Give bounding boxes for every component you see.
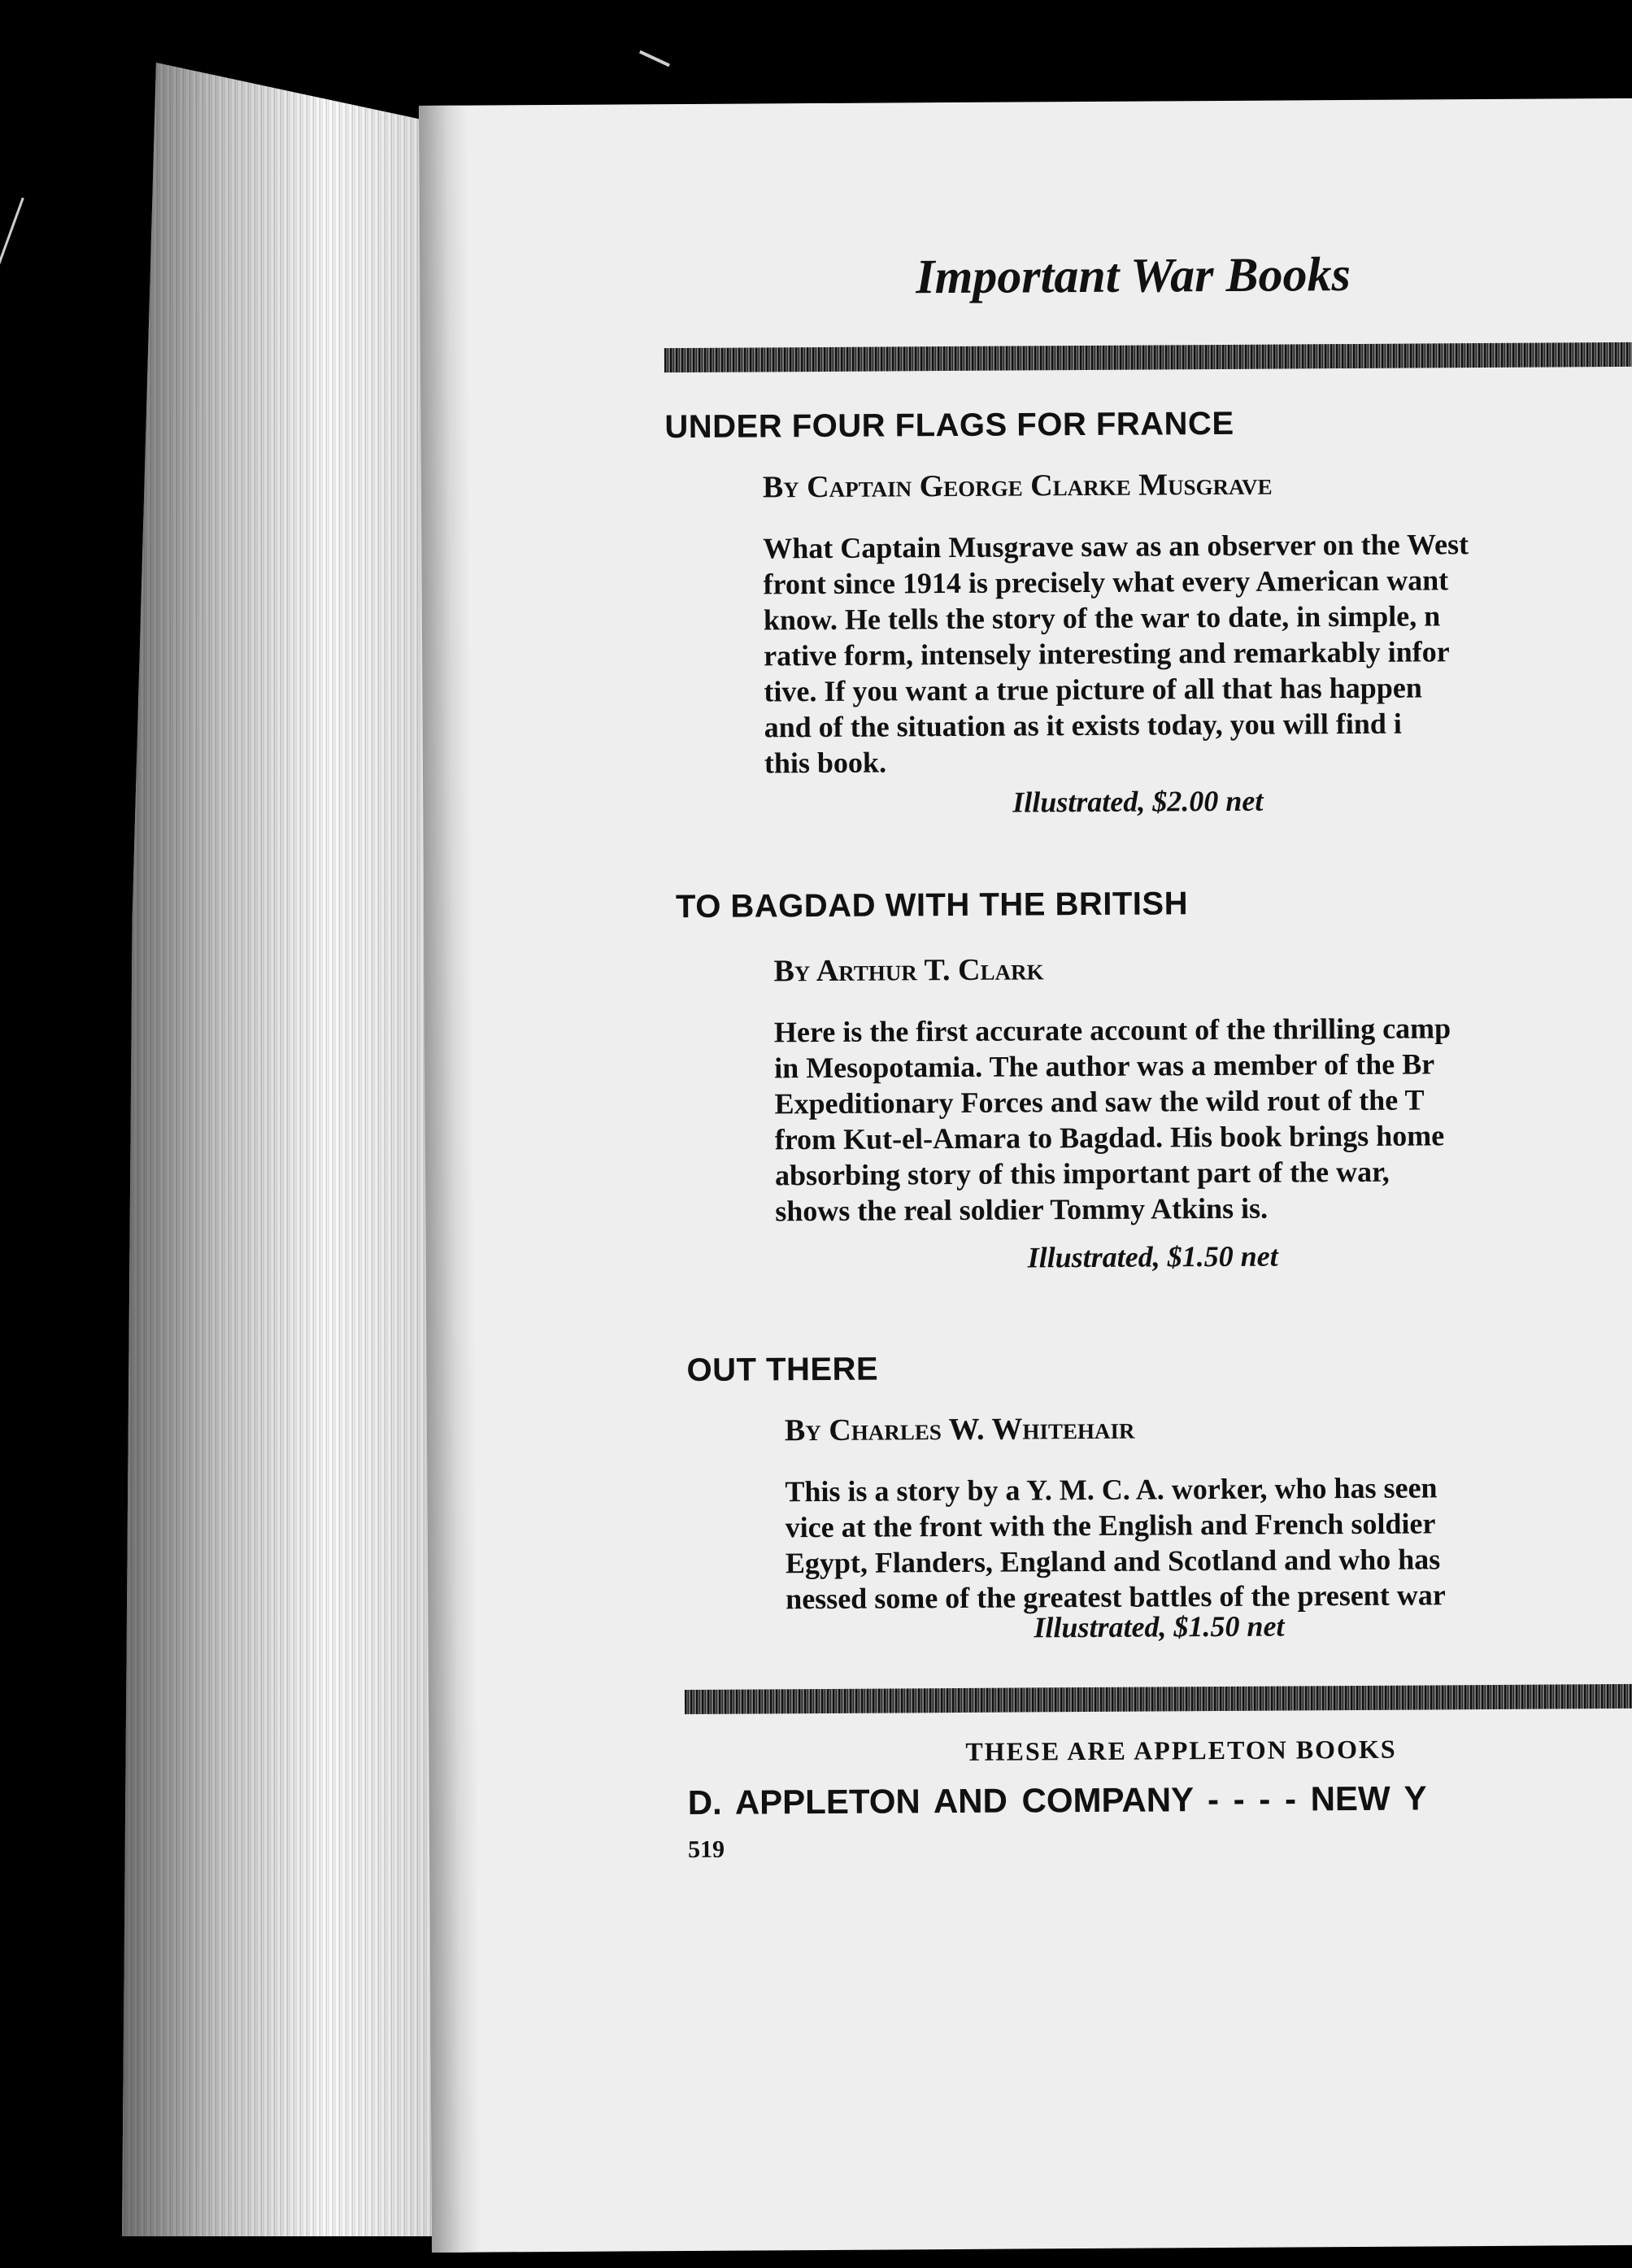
description-line: Expeditionary Forces and saw the wild rout of the T <box>774 1083 1425 1121</box>
film-scratch <box>639 50 670 67</box>
description-line: know. He tells the story of the war to date, in simple, n <box>763 599 1441 637</box>
description-line: this book. <box>764 746 887 780</box>
book-price: Illustrated, $1.50 net <box>1027 1239 1278 1274</box>
book-price: Illustrated, $1.50 net <box>1034 1609 1285 1644</box>
book-title: UNDER FOUR FLAGS FOR FRANCE <box>664 405 1234 446</box>
bottom-decorative-rule <box>685 1683 1632 1714</box>
book-author: By Charles W. Whitehair <box>784 1411 1135 1448</box>
page-title: Important War Books <box>916 247 1351 304</box>
book-price: Illustrated, $2.00 net <box>1012 784 1264 819</box>
book-description <box>785 1469 1632 1617</box>
description-line: from Kut-el-Amara to Bagdad. His book brings home <box>774 1119 1445 1156</box>
book-title: OUT THERE <box>686 1351 879 1389</box>
description-line: nessed some of the greatest battles of the present war <box>786 1578 1446 1616</box>
description-line: tive. If you want a true picture of all that has happen <box>764 671 1422 708</box>
description-line: shows the real soldier Tommy Atkins is. <box>775 1191 1269 1228</box>
description-line: What Captain Musgrave saw as an observer on the West <box>763 528 1469 565</box>
description-line: in Mesopotamia. The author was a member of the Br <box>774 1047 1435 1085</box>
book-page <box>419 98 1632 2253</box>
description-line: vice at the front with the English and French soldier <box>785 1507 1436 1544</box>
description-line: front since 1914 is precisely what every American want <box>763 564 1449 601</box>
book-title: TO BAGDAD WITH THE BRITISH <box>675 886 1189 925</box>
description-line: This is a story by a Y. M. C. A. worker, who has seen <box>785 1471 1438 1508</box>
top-decorative-rule <box>664 342 1632 372</box>
description-line: rative form, intensely interesting and remarkably infor <box>764 635 1450 673</box>
publisher-line: D. APPLETON AND COMPANY - - - - NEW Y <box>687 1778 1427 1822</box>
page-number: 519 <box>688 1835 725 1864</box>
description-line: Here is the first accurate account of the thrilling camp <box>773 1012 1451 1049</box>
description-line: and of the situation as it exists today, you will find i <box>764 707 1402 744</box>
page-block-shadow <box>122 41 463 2236</box>
book-description <box>763 525 1632 781</box>
description-line: Egypt, Flanders, England and Scotland and who has <box>785 1543 1441 1580</box>
book-author: By Captain George Clarke Musgrave <box>762 467 1273 505</box>
footer-tagline: THESE ARE APPLETON BOOKS <box>965 1734 1397 1766</box>
description-line: absorbing story of this important part of the war, <box>774 1155 1390 1192</box>
book-description <box>774 1009 1632 1230</box>
book-author: By Arthur T. Clark <box>773 952 1044 989</box>
film-scratch <box>0 198 24 282</box>
